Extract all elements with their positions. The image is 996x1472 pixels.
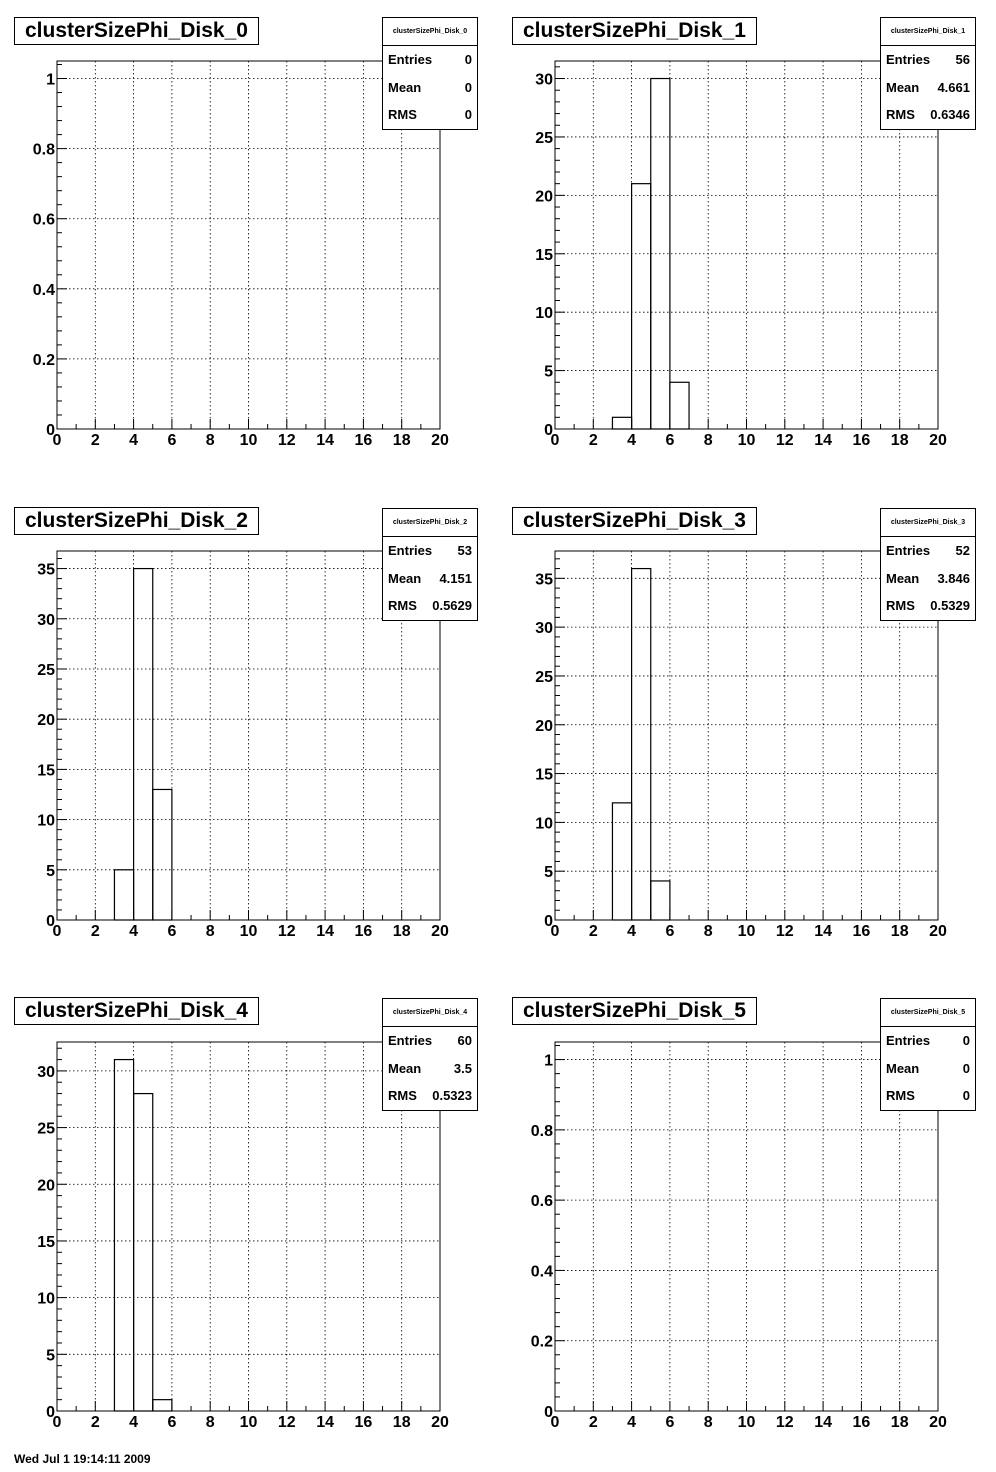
stats-label: RMS (388, 1088, 417, 1103)
x-tick-label: 6 (665, 1414, 675, 1431)
stats-label: RMS (886, 107, 915, 122)
y-tick-label: 0.6 (530, 1193, 553, 1211)
y-tick-label: 5 (46, 862, 55, 880)
stats-value: 0.5329 (930, 598, 970, 613)
y-tick-label: 30 (535, 620, 553, 638)
histogram-title: clusterSizePhi_Disk_4 (14, 997, 259, 1025)
x-tick-label: 20 (431, 923, 449, 940)
histogram-title: clusterSizePhi_Disk_3 (512, 507, 757, 535)
x-tick-label: 0 (550, 432, 560, 449)
x-tick-label: 2 (588, 1414, 598, 1431)
stats-value: 53 (457, 543, 472, 558)
stats-value: 0 (962, 1033, 970, 1048)
x-tick-label: 2 (588, 432, 598, 449)
y-tick-label: 0 (544, 913, 553, 930)
x-tick-label: 4 (627, 432, 637, 449)
x-tick-label: 0 (52, 923, 62, 940)
stats-label: RMS (886, 598, 915, 613)
y-tick-label: 5 (544, 864, 553, 882)
footer-timestamp: Wed Jul 1 19:14:11 2009 (14, 1452, 151, 1466)
stats-row-entries (881, 1027, 975, 1055)
stats-label: Mean (886, 570, 920, 586)
x-tick-label: 0 (52, 1414, 62, 1431)
y-tick-label: 15 (535, 766, 553, 784)
x-tick-label: 20 (929, 432, 947, 449)
stats-row-mean (881, 1055, 975, 1083)
y-tick-label: 15 (37, 1233, 55, 1251)
x-tick-label: 10 (239, 1414, 258, 1431)
x-tick-label: 14 (316, 1414, 334, 1431)
stats-label: Entries (886, 543, 931, 558)
x-tick-label: 16 (354, 923, 373, 940)
stats-box (880, 998, 976, 1111)
stats-label: Mean (388, 570, 422, 586)
x-tick-label: 6 (167, 432, 177, 449)
stats-title: clusterSizePhi_Disk_0 (383, 18, 477, 46)
y-tick-label: 30 (535, 71, 553, 89)
y-tick-label: 0 (544, 422, 553, 439)
x-tick-label: 8 (205, 1414, 215, 1431)
stats-title: clusterSizePhi_Disk_3 (881, 509, 975, 537)
stats-row-mean (383, 565, 477, 593)
y-tick-label: 30 (37, 1063, 55, 1081)
stats-box (382, 17, 478, 130)
y-tick-label: 0.2 (530, 1333, 553, 1351)
stats-value: 0.5629 (432, 598, 472, 613)
y-tick-label: 0.8 (530, 1122, 553, 1140)
x-tick-label: 6 (167, 923, 177, 940)
stats-row-mean (383, 74, 477, 102)
x-tick-label: 4 (129, 923, 139, 940)
x-tick-label: 12 (277, 432, 296, 449)
y-tick-label: 25 (37, 1120, 55, 1138)
x-tick-label: 0 (550, 923, 560, 940)
stats-value: 4.151 (439, 570, 472, 586)
y-tick-label: 20 (37, 1177, 55, 1195)
stats-row-mean (383, 1055, 477, 1083)
x-tick-label: 10 (239, 432, 258, 449)
x-tick-label: 18 (890, 1414, 909, 1431)
x-tick-label: 10 (737, 432, 756, 449)
stats-value: 0.6346 (930, 107, 970, 122)
x-tick-label: 4 (627, 923, 637, 940)
stats-row-entries (383, 1027, 477, 1055)
stats-value: 0 (962, 1088, 970, 1103)
y-tick-label: 5 (46, 1347, 55, 1365)
stats-row-mean (881, 565, 975, 593)
stats-value: 0 (464, 52, 472, 67)
stats-row-entries (383, 46, 477, 74)
x-tick-label: 8 (703, 432, 713, 449)
stats-title: clusterSizePhi_Disk_2 (383, 509, 477, 537)
y-tick-label: 25 (535, 668, 553, 686)
x-tick-label: 18 (392, 923, 411, 940)
x-tick-label: 6 (167, 1414, 177, 1431)
stats-value: 52 (955, 543, 970, 558)
x-tick-label: 2 (90, 432, 100, 449)
y-tick-label: 1 (544, 1052, 553, 1070)
stats-label: Mean (388, 1060, 422, 1076)
y-tick-label: 20 (37, 712, 55, 730)
x-tick-label: 14 (316, 923, 334, 940)
x-tick-label: 18 (392, 432, 411, 449)
x-tick-label: 12 (775, 923, 794, 940)
x-tick-label: 16 (354, 432, 373, 449)
y-tick-label: 5 (544, 363, 553, 381)
y-tick-label: 35 (37, 561, 55, 579)
y-tick-label: 0 (46, 422, 55, 439)
histogram-title: clusterSizePhi_Disk_0 (14, 17, 259, 45)
x-tick-label: 12 (775, 432, 794, 449)
stats-value: 0 (464, 79, 472, 95)
histogram-title: clusterSizePhi_Disk_2 (14, 507, 259, 535)
stats-value: 0 (962, 1060, 970, 1076)
stats-title: clusterSizePhi_Disk_5 (881, 999, 975, 1027)
x-tick-label: 8 (205, 923, 215, 940)
stats-label: RMS (886, 1088, 915, 1103)
x-tick-label: 20 (431, 432, 449, 449)
y-tick-label: 15 (535, 246, 553, 264)
histogram-title: clusterSizePhi_Disk_5 (512, 997, 757, 1025)
x-tick-label: 6 (665, 923, 675, 940)
x-tick-label: 12 (277, 1414, 296, 1431)
stats-row-mean (881, 74, 975, 102)
x-tick-label: 0 (52, 432, 62, 449)
y-tick-label: 0.2 (32, 351, 55, 369)
stats-label: Mean (886, 79, 920, 95)
x-tick-label: 14 (316, 432, 334, 449)
x-tick-label: 14 (814, 1414, 832, 1431)
x-tick-label: 2 (588, 923, 598, 940)
stats-label: RMS (388, 107, 417, 122)
stats-value: 3.5 (453, 1060, 472, 1076)
stats-box (382, 998, 478, 1111)
stats-label: Entries (388, 543, 433, 558)
x-tick-label: 2 (90, 1414, 100, 1431)
y-tick-label: 10 (535, 815, 553, 833)
x-tick-label: 8 (703, 1414, 713, 1431)
stats-label: Entries (886, 52, 931, 67)
stats-row-entries (881, 46, 975, 74)
stats-label: Entries (388, 1033, 433, 1048)
x-tick-label: 20 (431, 1414, 449, 1431)
y-tick-label: 0 (46, 1404, 55, 1421)
x-tick-label: 16 (354, 1414, 373, 1431)
stats-value: 0.5323 (432, 1088, 472, 1103)
stats-value: 4.661 (937, 79, 970, 95)
stats-row-rms (881, 1082, 975, 1110)
x-tick-label: 16 (852, 432, 871, 449)
x-tick-label: 6 (665, 432, 675, 449)
x-tick-label: 12 (775, 1414, 794, 1431)
x-tick-label: 0 (550, 1414, 560, 1431)
x-tick-label: 18 (392, 1414, 411, 1431)
stats-title: clusterSizePhi_Disk_1 (881, 18, 975, 46)
y-tick-label: 20 (535, 188, 553, 206)
stats-title: clusterSizePhi_Disk_4 (383, 999, 477, 1027)
y-tick-label: 20 (535, 717, 553, 735)
x-tick-label: 12 (277, 923, 296, 940)
stats-value: 60 (457, 1033, 472, 1048)
stats-label: RMS (388, 598, 417, 613)
y-tick-label: 30 (37, 611, 55, 629)
x-tick-label: 10 (239, 923, 258, 940)
x-tick-label: 8 (205, 432, 215, 449)
x-tick-label: 10 (737, 1414, 756, 1431)
stats-value: 56 (955, 52, 970, 67)
stats-box (382, 508, 478, 621)
x-tick-label: 18 (890, 432, 909, 449)
x-tick-label: 16 (852, 1414, 871, 1431)
x-tick-label: 20 (929, 923, 947, 940)
y-tick-label: 1 (46, 71, 55, 89)
stats-row-entries (383, 537, 477, 565)
x-tick-label: 18 (890, 923, 909, 940)
y-tick-label: 0.6 (32, 211, 55, 229)
x-tick-label: 20 (929, 1414, 947, 1431)
x-tick-label: 4 (129, 1414, 139, 1431)
stats-box (880, 508, 976, 621)
y-tick-label: 25 (535, 129, 553, 147)
x-tick-label: 2 (90, 923, 100, 940)
stats-value: 3.846 (937, 570, 970, 586)
x-tick-label: 4 (627, 1414, 637, 1431)
stats-label: Mean (886, 1060, 920, 1076)
x-tick-label: 14 (814, 432, 832, 449)
x-tick-label: 10 (737, 923, 756, 940)
y-tick-label: 25 (37, 661, 55, 679)
y-tick-label: 10 (535, 305, 553, 323)
stats-value: 0 (464, 107, 472, 122)
x-tick-label: 4 (129, 432, 139, 449)
y-tick-label: 10 (37, 1290, 55, 1308)
x-tick-label: 14 (814, 923, 832, 940)
y-tick-label: 35 (535, 571, 553, 589)
stats-label: Mean (388, 79, 422, 95)
stats-row-rms (383, 592, 477, 620)
y-tick-label: 0.8 (32, 141, 55, 159)
stats-row-rms (881, 592, 975, 620)
x-tick-label: 16 (852, 923, 871, 940)
y-tick-label: 0.4 (32, 281, 55, 299)
stats-label: Entries (388, 52, 433, 67)
stats-row-rms (383, 1082, 477, 1110)
y-tick-label: 0 (46, 913, 55, 930)
y-tick-label: 0.4 (530, 1263, 553, 1281)
histogram-title: clusterSizePhi_Disk_1 (512, 17, 757, 45)
stats-row-rms (383, 101, 477, 129)
y-tick-label: 10 (37, 812, 55, 830)
x-tick-label: 8 (703, 923, 713, 940)
y-tick-label: 0 (544, 1404, 553, 1421)
stats-row-rms (881, 101, 975, 129)
y-tick-label: 15 (37, 762, 55, 780)
stats-row-entries (881, 537, 975, 565)
stats-box (880, 17, 976, 130)
stats-label: Entries (886, 1033, 931, 1048)
